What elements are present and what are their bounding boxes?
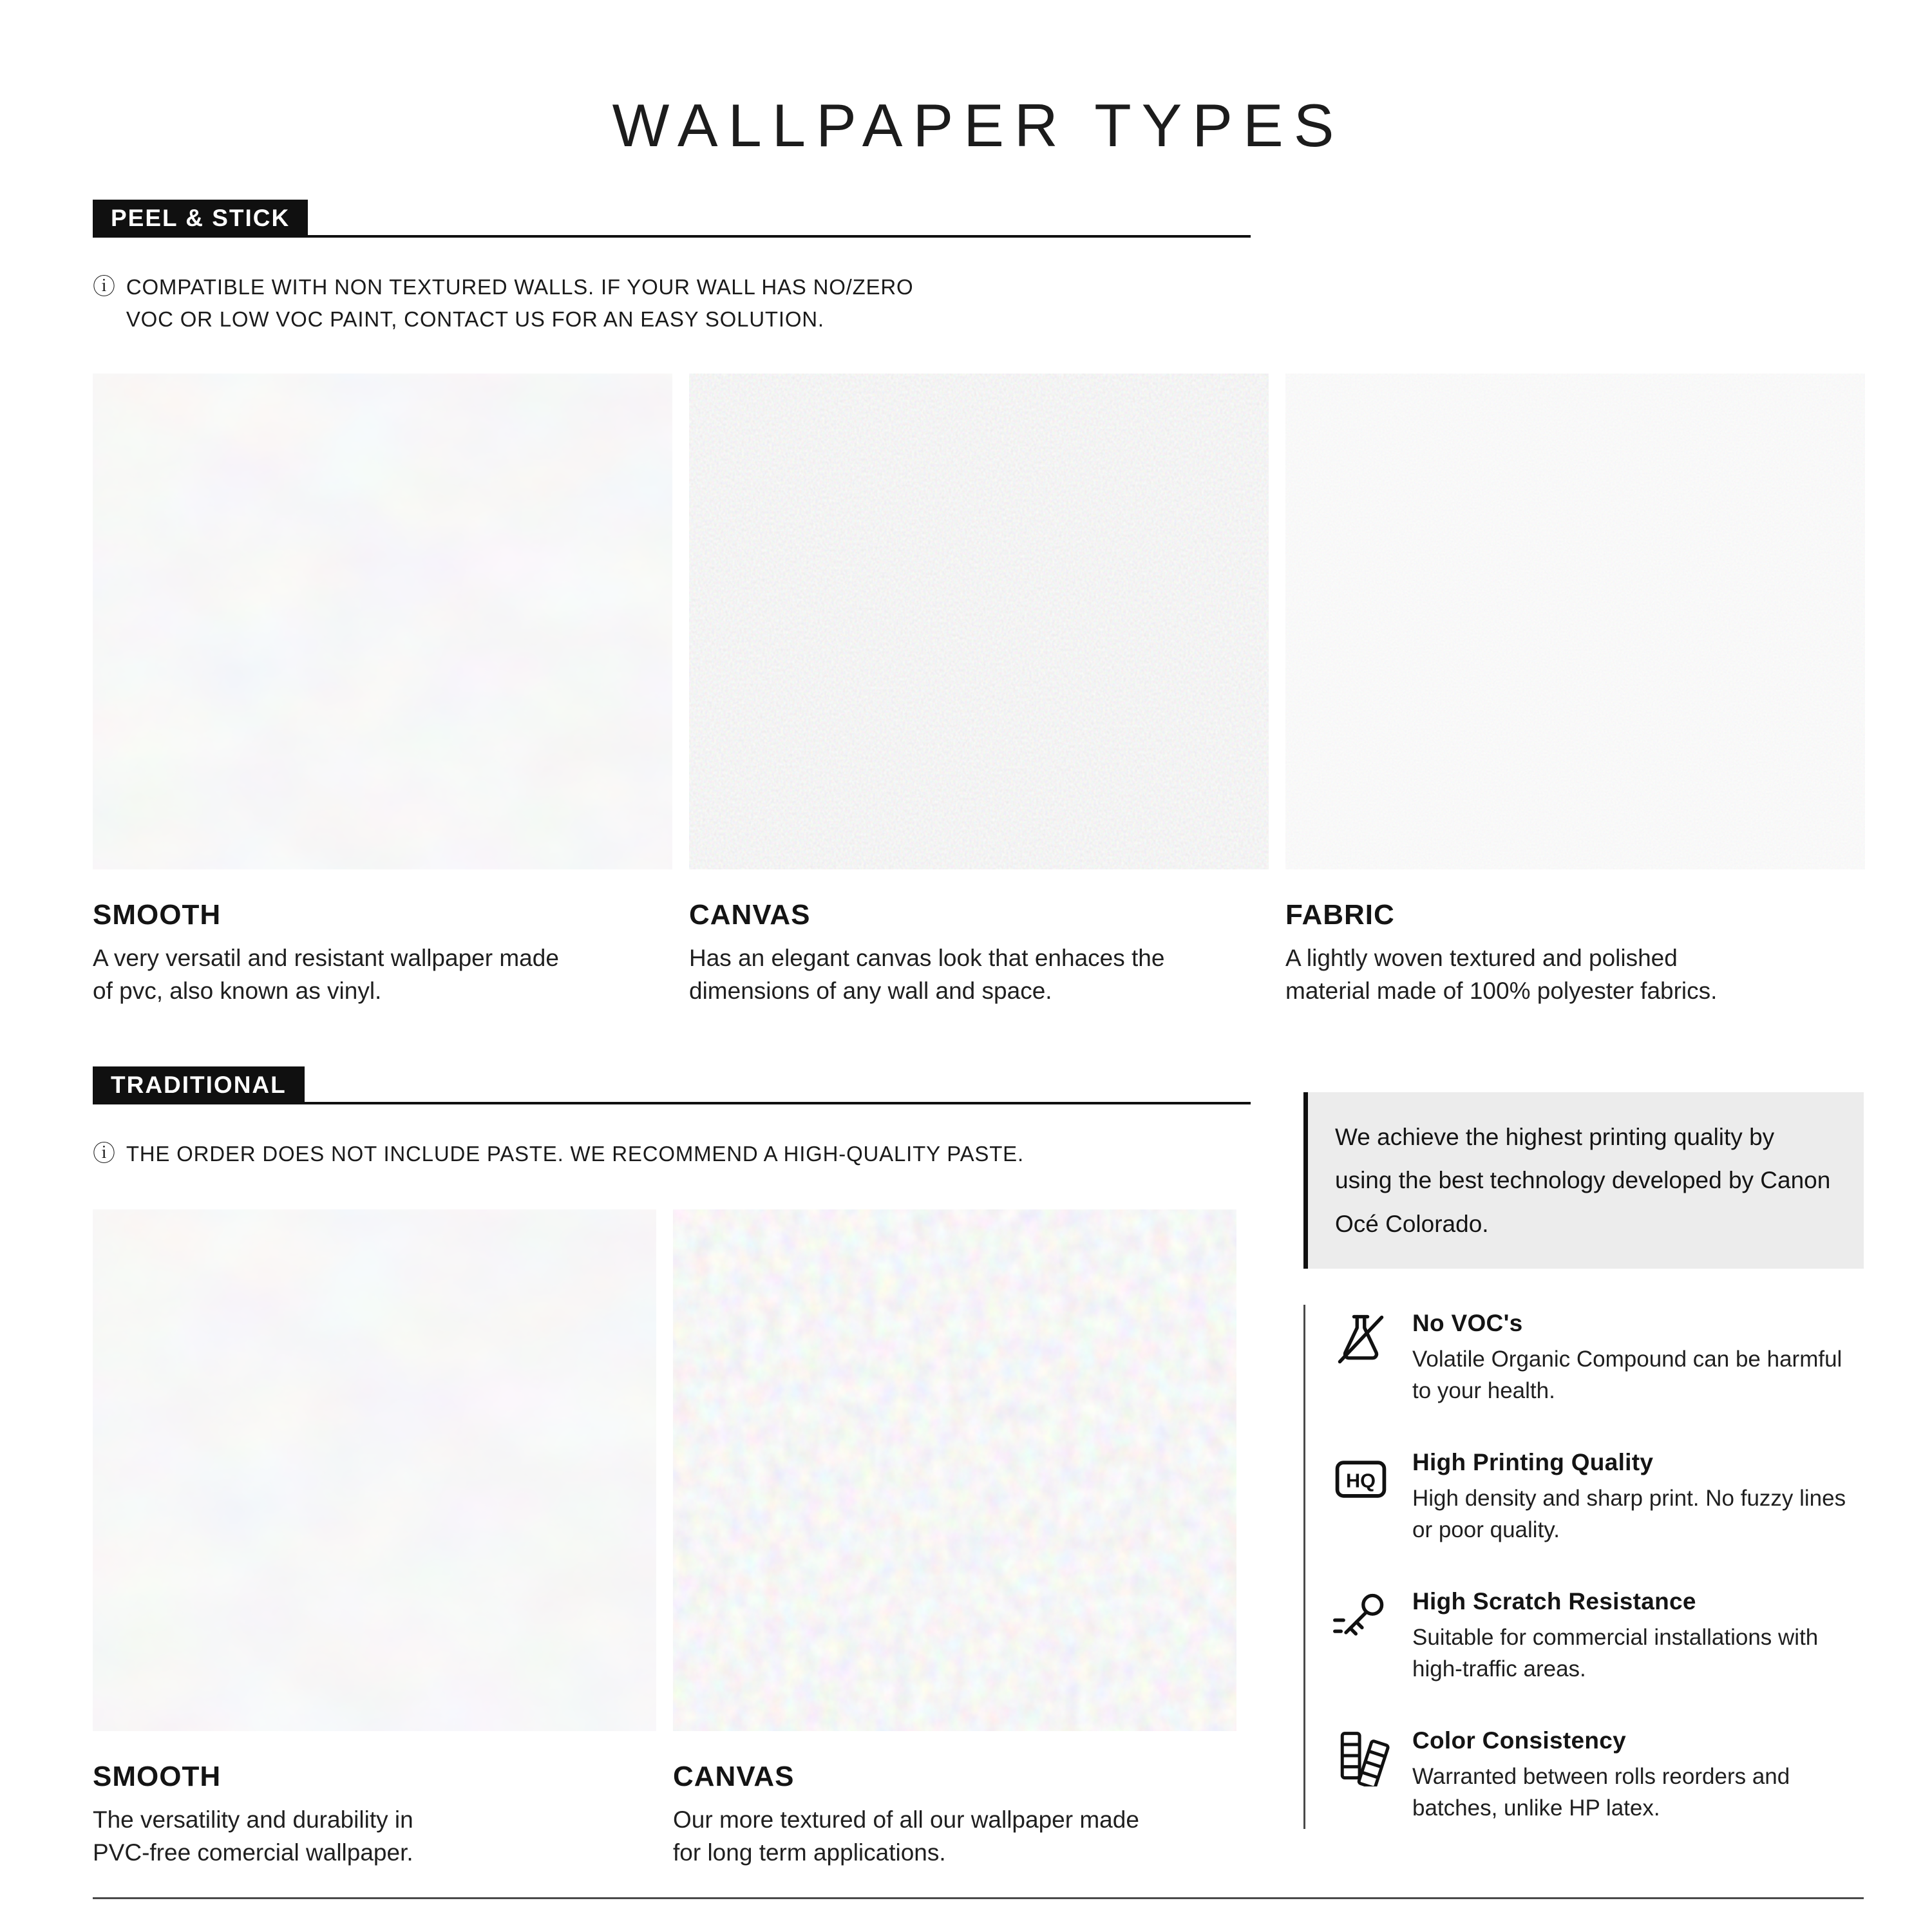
no-voc-icon: [1331, 1310, 1390, 1369]
feature-title: No VOC's: [1412, 1310, 1523, 1337]
peel-stick-note: [93, 271, 1864, 335]
feature-description: High density and sharp print. No fuzzy lines or poor quality.: [1412, 1486, 1846, 1543]
traditional-rule: [305, 1066, 1251, 1104]
fabric-texture-image: [1285, 374, 1865, 869]
feature-text: [1412, 1727, 1864, 1824]
traditional-swatch-row: [93, 1209, 1251, 1869]
bottom-divider: [93, 1897, 1864, 1899]
swatch-name: SMOOTH: [93, 1760, 222, 1792]
swatch-card-fabric-peel: [1285, 374, 1865, 1007]
note-line-1: COMPATIBLE WITH NON TEXTURED WALLS. IF YOUR WALL HAS NO/ZERO: [126, 275, 914, 299]
swatch-card-canvas-peel: [689, 374, 1269, 1007]
lower-area: [93, 1066, 1864, 1869]
traditional-note-text: THE ORDER DOES NOT INCLUDE PASTE. WE RECOMMEND A HIGH-QUALITY PASTE.: [126, 1142, 1024, 1166]
color-consistency-icon: [1331, 1727, 1390, 1786]
swatch-description: The versatility and durability in PVC-free comercial wallpaper.: [93, 1806, 413, 1866]
swatch-description: A very versatil and resistant wallpaper made of pvc, also known as vinyl.: [93, 945, 559, 1005]
traditional-note: [93, 1138, 1251, 1171]
feature-text: [1412, 1449, 1864, 1546]
traditional-label: TRADITIONAL: [93, 1066, 305, 1104]
swatch-description: A lightly woven textured and polished material made of 100% polyester fabrics.: [1285, 945, 1718, 1005]
features-list: [1303, 1305, 1864, 1829]
info-icon: ⓘ: [93, 1141, 116, 1167]
peel-stick-header: [93, 200, 1251, 238]
smooth-texture-image: [93, 1209, 656, 1731]
canvas-texture-image: [689, 374, 1269, 869]
page-title: WALLPAPER TYPES: [612, 91, 1345, 159]
smooth-texture-image: [93, 374, 672, 869]
note-line-2: VOC OR LOW VOC PAINT, CONTACT US FOR AN EASY SOLUTION.: [126, 307, 824, 331]
feature-title: High Printing Quality: [1412, 1449, 1654, 1476]
peel-stick-note-text: [126, 271, 914, 335]
swatch-name: SMOOTH: [93, 899, 222, 931]
feature-title: High Scratch Resistance: [1412, 1588, 1696, 1615]
quality-column: [1303, 1066, 1864, 1829]
feature-description: Suitable for commercial installations with high-traffic areas.: [1412, 1625, 1819, 1682]
smooth-texture: [93, 1209, 656, 1731]
traditional-section: [93, 1066, 1251, 1869]
quality-statement-box: We achieve the highest printing quality by using the best technology developed by Canon Océ Colorado.: [1303, 1092, 1864, 1269]
canvas-texture-image: [673, 1209, 1236, 1731]
hq-icon: [1331, 1449, 1390, 1508]
feature-scratch-resistance: [1331, 1588, 1864, 1685]
swatch-description: Has an elegant canvas look that enhaces the dimensions of any wall and space.: [689, 945, 1165, 1005]
feature-description: Volatile Organic Compound can be harmful to your health.: [1412, 1347, 1842, 1404]
swatch-description: Our more textured of all our wallpaper made for long term applications.: [673, 1806, 1139, 1866]
feature-text: [1412, 1310, 1864, 1406]
feature-high-printing-quality: [1331, 1449, 1864, 1546]
swatch-name: FABRIC: [1285, 899, 1395, 931]
feature-text: [1412, 1588, 1864, 1685]
scratch-resistance-icon: [1331, 1588, 1390, 1647]
peel-stick-section: [93, 200, 1864, 1007]
canvas-texture: [689, 374, 1269, 869]
swatch-name: CANVAS: [689, 899, 811, 931]
peel-stick-label: PEEL & STICK: [93, 200, 308, 238]
traditional-column: [93, 1066, 1251, 1869]
feature-color-consistency: [1331, 1727, 1864, 1824]
feature-description: Warranted between rolls reorders and batches, unlike HP latex.: [1412, 1764, 1790, 1821]
feature-no-voc: [1331, 1310, 1864, 1406]
fabric-texture: [1285, 374, 1865, 869]
peel-stick-rule: [308, 200, 1251, 238]
info-icon: ⓘ: [93, 274, 116, 299]
smooth-texture: [93, 374, 672, 869]
swatch-name: CANVAS: [673, 1760, 795, 1792]
traditional-header: [93, 1066, 1251, 1104]
swatch-card-smooth-peel: [93, 374, 672, 1007]
peel-stick-swatch-row: [93, 374, 1864, 1007]
swatch-card-canvas-traditional: [673, 1209, 1236, 1869]
feature-title: Color Consistency: [1412, 1727, 1626, 1754]
hq-icon-text: HQ: [1346, 1470, 1376, 1492]
swatch-card-smooth-traditional: [93, 1209, 656, 1869]
canvas-coarse-texture: [673, 1209, 1236, 1731]
